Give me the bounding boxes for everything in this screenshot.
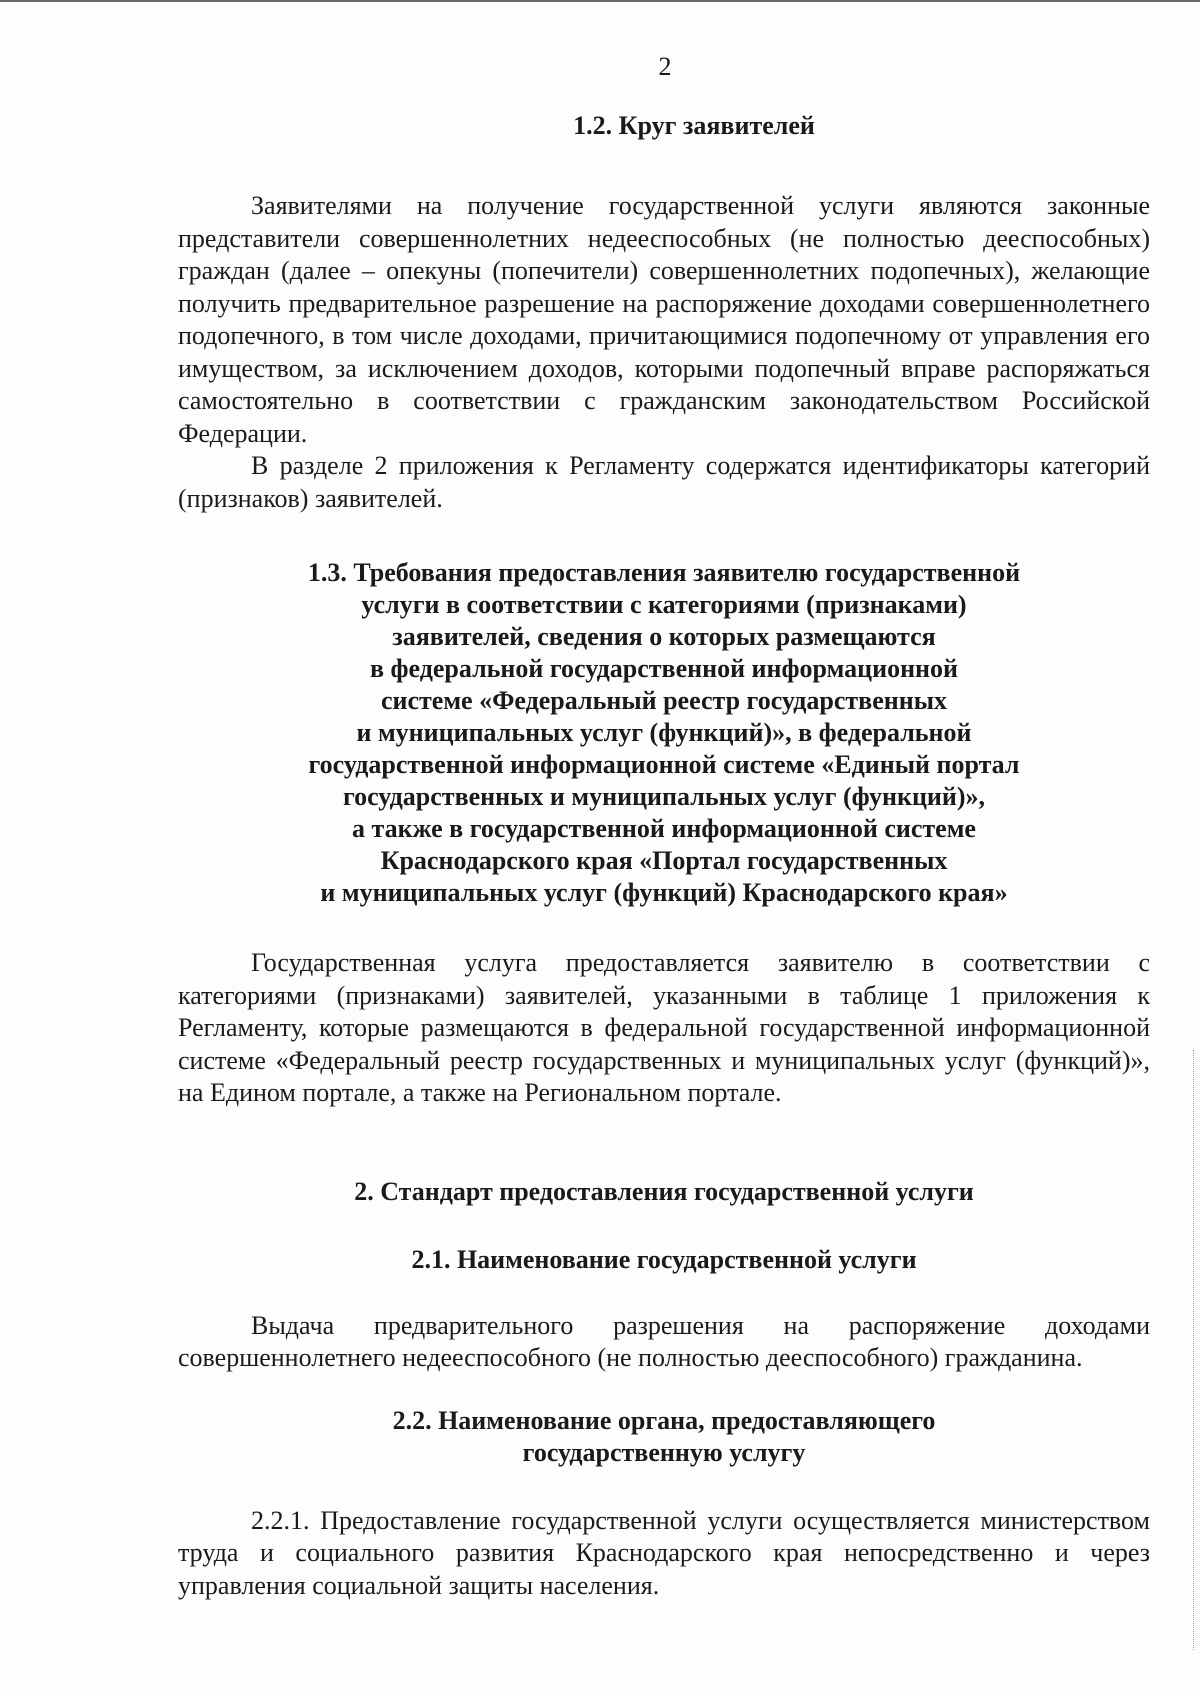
section-1-3-heading-line: государственной информационной системе «Единый портал [308, 750, 1020, 779]
section-1-3-heading-line: Краснодарского края «Портал государственных [380, 846, 948, 875]
section-2-1-heading: 2.1. Наименование государственной услуги [411, 1244, 917, 1274]
scan-top-edge [0, 0, 1200, 2]
section-1-2-heading: 1.2. Круг заявителей [573, 111, 815, 140]
section-1-3-heading-line: 1.3. Требования предоставления заявителю государственной [307, 558, 1021, 587]
section-1-2-paragraph-2: В разделе 2 приложения к Регламенту содержатся идентификаторы категорий (признаков) заявителей. [178, 451, 1150, 513]
section-1-3-heading-line: системе «Федеральный реестр государственных [380, 686, 948, 715]
scan-right-edge [1193, 1050, 1194, 1650]
document-body [178, 110, 1150, 1602]
section-1-2-paragraph-1: Заявителями на получение государственной услуги являются законные представители совершеннолетних недееспособных (не полностью дееспособных) граждан (далее – опекуны (попечители) совершеннолетних подопечных), желающие получить предварительное разрешение на распоряжение доходами совершеннолетнего подопечного, в том числе доходами, причитающимися подопечному от управления его имуществом, за исключением доходов, которыми подопечный вправе распоряжаться самостоятельно в соответствии с гражданским законодательством Российской Федерации. [178, 191, 1150, 448]
section-1-3-heading-line: и муниципальных услуг (функций)», в федеральной [356, 718, 972, 747]
section-2-2-heading-line: государственную услугу [522, 1437, 806, 1467]
page-number: 2 [658, 52, 672, 81]
section-1-3-heading-line: а также в государственной информационной системе [352, 814, 976, 843]
section-1-3-heading-line: услуги в соответствии с категориями (признаками) [361, 590, 967, 619]
section-1-3-heading-line: заявителей, сведения о которых размещаются [392, 622, 936, 651]
section-2-2-1-paragraph: 2.2.1. Предоставление государственной услуги осуществляется министерством труда и социального развития Краснодарского края непосредственно и через управления социальной защиты населения. [178, 1505, 1150, 1600]
section-1-3-heading-line: и муниципальных услуг (функций) Краснодарского края» [320, 878, 1008, 907]
section-2-heading: 2. Стандарт предоставления государственной услуги [354, 1176, 974, 1206]
section-2-2-heading [178, 1405, 1150, 1469]
section-1-3-heading-line: государственных и муниципальных услуг (функций)», [342, 782, 986, 811]
section-2-1-paragraph: Выдача предварительного разрешения на распоряжение доходами совершеннолетнего недееспособного (не полностью дееспособного) гражданина. [178, 1310, 1150, 1372]
section-1-3-heading [178, 557, 1150, 909]
section-2-2-heading-line: 2.2. Наименование органа, предоставляющего [392, 1405, 936, 1435]
section-1-3-paragraph: Государственная услуга предоставляется заявителю в соответствии с категориями (признаками) заявителей, указанными в таблице 1 приложения к Регламенту, которые размещаются в федеральной государственной информационной системе «Федеральный реестр государственных и муниципальных услуг (функций)», на Едином портале, а также на Региональном портале. [178, 948, 1150, 1107]
section-1-3-heading-line: в федеральной государственной информационной [369, 654, 959, 683]
